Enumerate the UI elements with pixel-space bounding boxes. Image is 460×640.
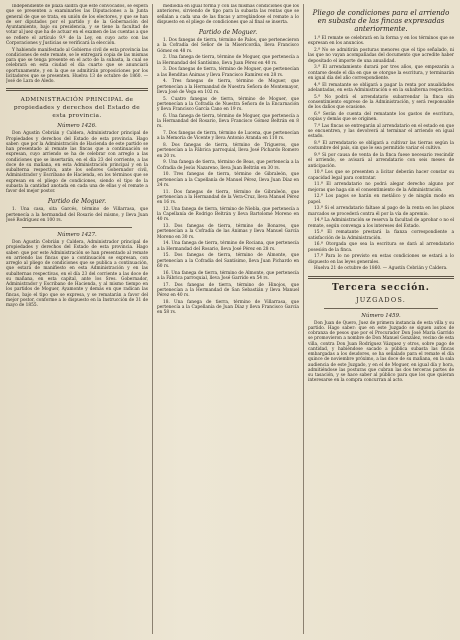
notice-number: Número 1459. — [361, 312, 401, 319]
section-title: Tercera sección. — [332, 282, 430, 293]
conditions-heading: Pliego de condiciones para el arriendo en subasta de las fincas expresadas anteriormente. — [312, 9, 450, 33]
separator — [22, 227, 132, 228]
condition-item: 5.ª No podrá el arrendatario subarrendar la finca sin consentimiento expreso de la Administración, y será responsable de los daños que ocasione. — [308, 94, 454, 110]
column-3 — [308, 4, 454, 634]
property-list — [157, 38, 299, 316]
column-divider — [303, 4, 304, 634]
property-item: 10. Tres fanegas de tierra, término de Gibraleón, que pertenecían a la Capellanía de Manuel Pérez, lleva Juan Díaz en 24 rs. — [157, 172, 299, 188]
double-rule — [308, 276, 454, 279]
notice-item: 1. Una casa, sita Garcés, término de Villarrasa, que pertenecía a la hermandad del Rosario del mismo, y lleva Juan José Rodríguez en 100 rs. — [6, 207, 148, 223]
condition-item: 8.ª El arrendatario se obligará a cultivar las tierras según la costumbre del país, sin que le sea permitido variar el cultivo. — [308, 141, 454, 152]
signoff: Huelva 21 de octubre de 1860. — Agustín Cebrián y Caldera. — [314, 266, 448, 272]
double-rule — [6, 88, 148, 91]
property-item: 11. Dos fanegas de tierra, término de Gibraleón, que pertenecían a la Hermandad de la Vera-Cruz, lleva Manuel Pérez en 16 rs. — [157, 189, 299, 205]
condition-item: 10.ª Los que se presenten a licitar deberán hacer constar su capacidad legal para contratar. — [308, 170, 454, 181]
condition-item: 15.ª El rematante prestará la fianza correspondiente a satisfacción de la Administración. — [308, 230, 454, 241]
property-item: 1. Dos fanegas de tierra, término de Palos, que pertenecieron a la Cofradía del Señor de la Misericordia, lleva Francisco Gómez en 48 rs. — [157, 38, 299, 54]
condition-item: 17.ª Para lo no previsto en estas condiciones se estará a lo dispuesto en las leyes generales. — [308, 254, 454, 265]
district-heading: Partido de Moguer. — [47, 198, 107, 206]
column-divider — [152, 4, 153, 634]
separator — [324, 308, 438, 309]
notice-paragraph: Don Agustín Cebrián y Caldera, Administrador principal de Propiedades y derechos del Estado de esta provincia. Hago saber: que por la Administración de Hacienda de este partido se han presentado al remate las fincas que a continuación se expresan, cuyo arriendo se ha de celebrar con arreglo a las condiciones que se insertarán, en el día 23 del corriente, a las doce de su mañana, en esta Administración principal y en la subalterna respectiva, ante los señores Gobernador civil, Administrador y Escribano de Hacienda, en los términos que se expresan en el pliego de condiciones, siendo el tipo de la subasta la cantidad anotada en cada una de ellas y el remate a favor del mejor postor. — [6, 131, 148, 194]
property-item: 4. Tres fanegas de tierra, término de Moguer, que pertenecían a la Hermandad de Nuestra Señora de Montemayor, lleva José de Vega en 102 rs. — [157, 79, 299, 95]
property-item: 14. Una fanega de tierra, término de Rociana, que pertenecía a la Hermandad del Rosario, lleva José Pérez en 28 rs. — [157, 241, 299, 252]
condition-item: 2.ª No se admitirán posturas menores que el tipo señalado, ni las que no vayan acompañadas del documento que acredite haber depositado el importe de una anualidad. — [308, 48, 454, 64]
condition-item: 1.ª El remate se celebrará en la forma y en los términos que se expresan en los anuncios. — [308, 36, 454, 47]
notice-number: Número 1427. — [57, 232, 97, 238]
notice-paragraph: Don Agustín Cebrián y Caldera, Administrador principal de propiedades y derechos del Estado de esta provincia. Hago saber: que por este Administración se han presentado al remate en arriendo las fincas que a continuación se expresan, con arreglo al pliego de condiciones que se publica a continuación, que estará de manifiesto en esta Administración y en las subalternas respectivas, en el día 23 del corriente a las doce de su mañana, en esta capital, ante los Sres. Gobernador, Administrador y Escribano de Hacienda, y al mismo tiempo en los partidos de Moguer, Ayamonte y demás en que radican las fincas, bajo el tipo que se expresa, y se rematarán a favor del mejor postor, conforme a lo dispuesto en la Instrucción de 31 de mayo de 1855. — [6, 240, 148, 308]
property-item: 5. Cuatro fanegas de tierra, término de Moguer, que pertenecían a la Cofradía de Nuestra Señora de la Encarnación y lleva Francisco García Cano en 19 rs. — [157, 96, 299, 112]
condition-item: 13.ª Si el arrendatario faltase al pago de la renta en los plazos marcados se procederá contra él por la vía de apremio. — [308, 206, 454, 217]
condition-item: 3.ª El arrendamiento durará por tres años, que empezarán a contarse desde el día en que se otorgue la escritura, y terminarán en igual día del año correspondiente. — [308, 65, 454, 81]
intro-paragraph-2: Y habiendo manifestado al Gobierno civil de esta provincia las condiciones de este remate, se le entregará copia de las mismas para que se tenga presente en el acto de la subasta, la cual se celebrará en esta ciudad el día cuarto que se anunciará oportunamente, y en la que se admitirán proposiciones por los licitadores que se presenten. Huelva 13 de octubre de 1860. — José de Lara de Aledo. — [6, 47, 148, 84]
continuation-paragraph: mediodía en igual forma y con las mismas condiciones que los anteriores, sirviendo de tipo para la subasta las rentas que se señalan a cada una de las fincas y arreglándose el remate a lo dispuesto en el pliego de condiciones que al final se inserta. — [157, 4, 299, 25]
property-item: 6. Una fanega de tierra, término de Moguer, que pertenecía a la Hermandad del Rosario, lleva Francisco Gómez Beltrán en 8 rs. — [157, 113, 299, 130]
property-item: 15. Dos fanegas de tierra, término de Almonte, que pertenecían a la Cofradía del Santísimo, lleva Juan Pichardo en 60 rs. — [157, 253, 299, 269]
property-item: 16. Una fanega de tierra, término de Almonte, que pertenecía a la Fábrica parroquial, lleva José Garrido en 54 rs. — [157, 270, 299, 281]
condition-item: 16.ª Otorgada que sea la escritura se dará al arrendatario posesión de la finca. — [308, 242, 454, 253]
condition-item: 14.ª La Administración se reserva la facultad de aprobar o no el remate, según convenga a los intereses del Estado. — [308, 218, 454, 229]
notice-number: Número 1426. — [57, 123, 97, 130]
property-item: 9. Una fanega de tierra, término de Beas, que pertenecía a la Cofradía de Jesús Nazareno, lleva Juan Beltrán en 30 rs. — [157, 160, 299, 171]
property-item: 3. Dos fanegas de tierra, término de Moguer, que pertenecían a las Benditas Ánimas y lleva Francisco Ramírez en 28 rs. — [157, 67, 299, 78]
district-heading: Partido de Moguer. — [198, 29, 258, 36]
property-item: 2. Una fanega de tierra, término de Moguer, que pertenecía a la Hermandad del Santísimo, lleva Juan Pérez en 40 rs. — [157, 55, 299, 66]
property-item: 17. Dos fanegas de tierra, término de Hinojos, que pertenecían a la Hermandad de San Sebastián y lleva Manuel Pérez en 40 rs. — [157, 282, 299, 298]
property-item: 13. Dos fanegas de tierra, término de Bonares, que pertenecían a la Cofradía de las Ánimas y lleva Manuel García Moreno en 30 rs. — [157, 224, 299, 240]
property-item: 18. Una fanega de tierra, término de Villarrasa, que pertenecía a la Capellanía de Juan Díaz y lleva Francisco García en 58 rs. — [157, 299, 299, 316]
court-notice-paragraph: Don Juan de Quero, Juez de primera instancia de esta villa y su partido. Hago saber: que en este Juzgado se siguen autos de cobranza de pesos que por el Procurador Don José María Garrido se promovieron a nombre de Don Manuel González, vecino de esta villa, contra Don Juan Rodríguez Vázquez y otros, sobre pago de cantidad, y habiéndose sacado a pública subasta las fincas embargadas a los deudores, se ha señalado para el remate el día quince de noviembre próximo, a las doce de su mañana, en la sala audiencia de este Juzgado, y en el de Moguer, en igual día y hora, admitiéndose las posturas que cubran las dos terceras partes de su tasación, y se hace saber al público para que los que quieran interesarse en la compra concurran al acto. — [308, 320, 454, 384]
section-heading: ADMINISTRACIÓN PRINCIPAL de propiedades y derechos del Estado de esta provincia. — [13, 97, 141, 120]
column-2 — [157, 4, 299, 634]
condition-item: 6.ª Serán de cuenta del rematante los gastos de escritura, copias y demás que se originen. — [308, 111, 454, 122]
condition-item: 12.ª Los pagos se harán en metálico y de ningún modo en papel. — [308, 194, 454, 205]
condition-item: 4.ª El rematante se obligará a pagar la renta por anualidades adelantadas, en esta Administración o en la subalterna respectiva. — [308, 82, 454, 93]
intro-paragraph: Independiente de plaza saldrá que este convocados, se espera que se presenten a examinarles las Diputaciones a la Junta general de que se trata, en unión de los electores, y que se han de ser diputados por el partido y de la Gobernación del Ayuntamiento, bajo su presidencia, y se tiene la facultad de votar al juez que ha de actuar en el examen de las cuentas a que se refiere el artículo 9.º de la Ley, en cuyo acto con las Corporaciones y Justicias se verificará la elección. — [6, 4, 148, 46]
conditions-list — [308, 36, 454, 265]
property-item: 8. Dos fanegas de tierra, término de Trigueros, que pertenecían a la Fábrica parroquial, lleva José Pichardo Romero en 20 rs. — [157, 143, 299, 159]
property-item: 12. Una fanega de tierra, término de Niebla, que pertenecía a la Capellanía de Rodrigo Beltrán y lleva Bartolomé Moreno en 40 rs. — [157, 206, 299, 223]
property-item: 7. Dos fanegas de tierra, término de Lucena, que pertenecían a la Memoria de Vicente y lleva Antonio Aranda en 110 rs. — [157, 131, 299, 142]
column-1 — [6, 4, 148, 634]
condition-item: 9.ª Si por causa de venta de la finca fuese necesario rescindir el arriendo, se avisará al arrendatario con seis meses de anticipación. — [308, 153, 454, 169]
condition-item: 11.ª El arrendatario no podrá alegar derecho alguno por mejoras que haga sin el consentimiento de la Administración. — [308, 182, 454, 193]
section-subtitle: JUZGADOS. — [355, 295, 407, 304]
condition-item: 7.ª Las fincas se entregarán al arrendatario en el estado en que se encuentren, y las devolverá al terminar el arriendo en igual estado. — [308, 123, 454, 140]
